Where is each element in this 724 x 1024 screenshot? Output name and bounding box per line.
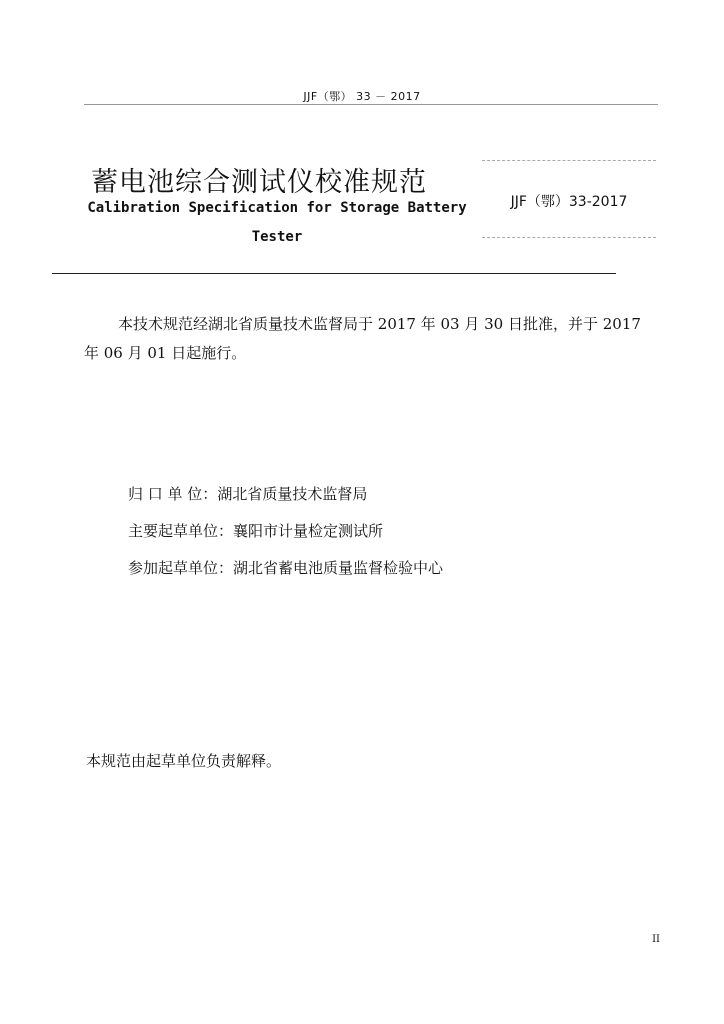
interpretation-note: 本规范由起草单位负责解释。 bbox=[86, 752, 282, 770]
running-header: JJF（鄂） 33 － 2017 bbox=[303, 90, 421, 103]
title-english-line-1: Calibration Specification for Storage Battery bbox=[87, 200, 467, 216]
drafting-units bbox=[128, 484, 443, 595]
title-chinese: 蓄电池综合测试仪校准规范 bbox=[91, 167, 427, 198]
responsible-unit-row bbox=[128, 484, 443, 521]
document-code: JJF（鄂）33-2017 bbox=[510, 194, 628, 210]
main-drafting-unit-row bbox=[128, 521, 443, 558]
participating-unit-row bbox=[128, 558, 443, 595]
approval-statement: 本技术规范经湖北省质量技术监督局于 2017 年 03 月 30 日批准，并于 2017 年 06 月 01 日起施行。 bbox=[84, 315, 641, 362]
title-divider bbox=[52, 273, 616, 274]
unit-label: 主要起草单位： bbox=[128, 522, 234, 540]
unit-label: 参加起草单位： bbox=[128, 559, 234, 577]
header-divider bbox=[84, 104, 658, 105]
unit-value: 襄阳市计量检定测试所 bbox=[233, 522, 384, 540]
title-english-line-2: Tester bbox=[251, 229, 303, 245]
page-number: II bbox=[652, 934, 660, 945]
unit-value: 湖北省蓄电池质量监督检验中心 bbox=[233, 559, 444, 577]
unit-value: 湖北省质量技术监督局 bbox=[217, 485, 368, 503]
unit-label: 归 口 单 位： bbox=[128, 485, 218, 503]
